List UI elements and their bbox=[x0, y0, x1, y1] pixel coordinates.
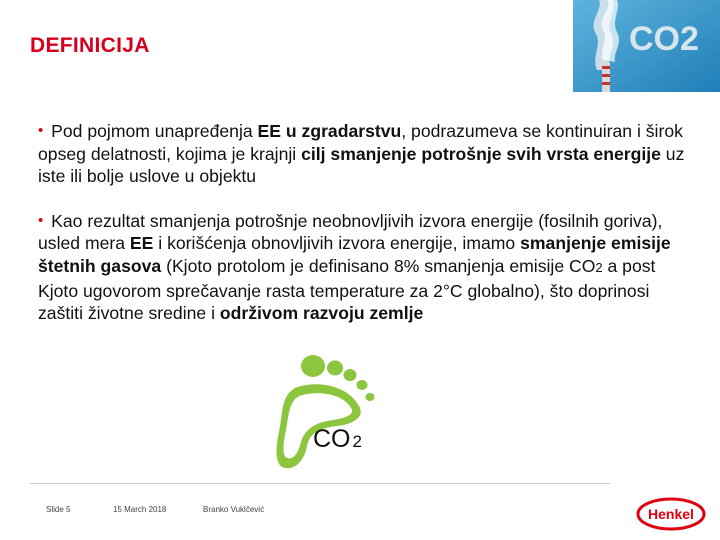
henkel-logo bbox=[636, 497, 706, 531]
bullet-2: • Kao rezultat smanjenja potrošnje neobnovljivih izvora energije (fosilnih goriva), usled mera EE i korišćenja obnovljivih izvora energije, imamo smanjenje emisije štetnih gasova (Kjoto protolom je definisano 8% smanjenja emisije CO2 a post Kjoto ugovorom sprečavanje rasta temperature za 2°C globalno), što doprinosi zaštiti životne sredine i održivom razvoju zemlje bbox=[38, 210, 671, 324]
co2-footprint-icon bbox=[273, 354, 393, 472]
footer-divider bbox=[30, 483, 610, 484]
bullet-dot-icon: • bbox=[38, 211, 44, 229]
co2-smokestack-image bbox=[573, 0, 720, 92]
bullet-1: • Pod pojmom unapređenja EE u zgradarstvu, podrazumeva se kontinuiran i širok opseg delatnosti, kojima je krajnji cilj smanjenje potrošnje svih vrsta energije uz iste ili bolje uslove u objektu bbox=[38, 121, 685, 187]
footprint-co2-text: CO 2 bbox=[313, 425, 362, 453]
bullet-dot-icon: • bbox=[38, 122, 44, 139]
footer-date: 15 March 2018 bbox=[113, 505, 167, 514]
slide-title: DEFINICIJA bbox=[30, 34, 150, 57]
footer-author: Branko Vuklčević bbox=[203, 505, 265, 514]
svg-text:Henkel: Henkel bbox=[648, 506, 694, 522]
footer-slide-number: Slide 5 bbox=[46, 505, 71, 514]
slide-body bbox=[38, 120, 688, 347]
banner-co2-text: CO2 bbox=[629, 20, 699, 58]
